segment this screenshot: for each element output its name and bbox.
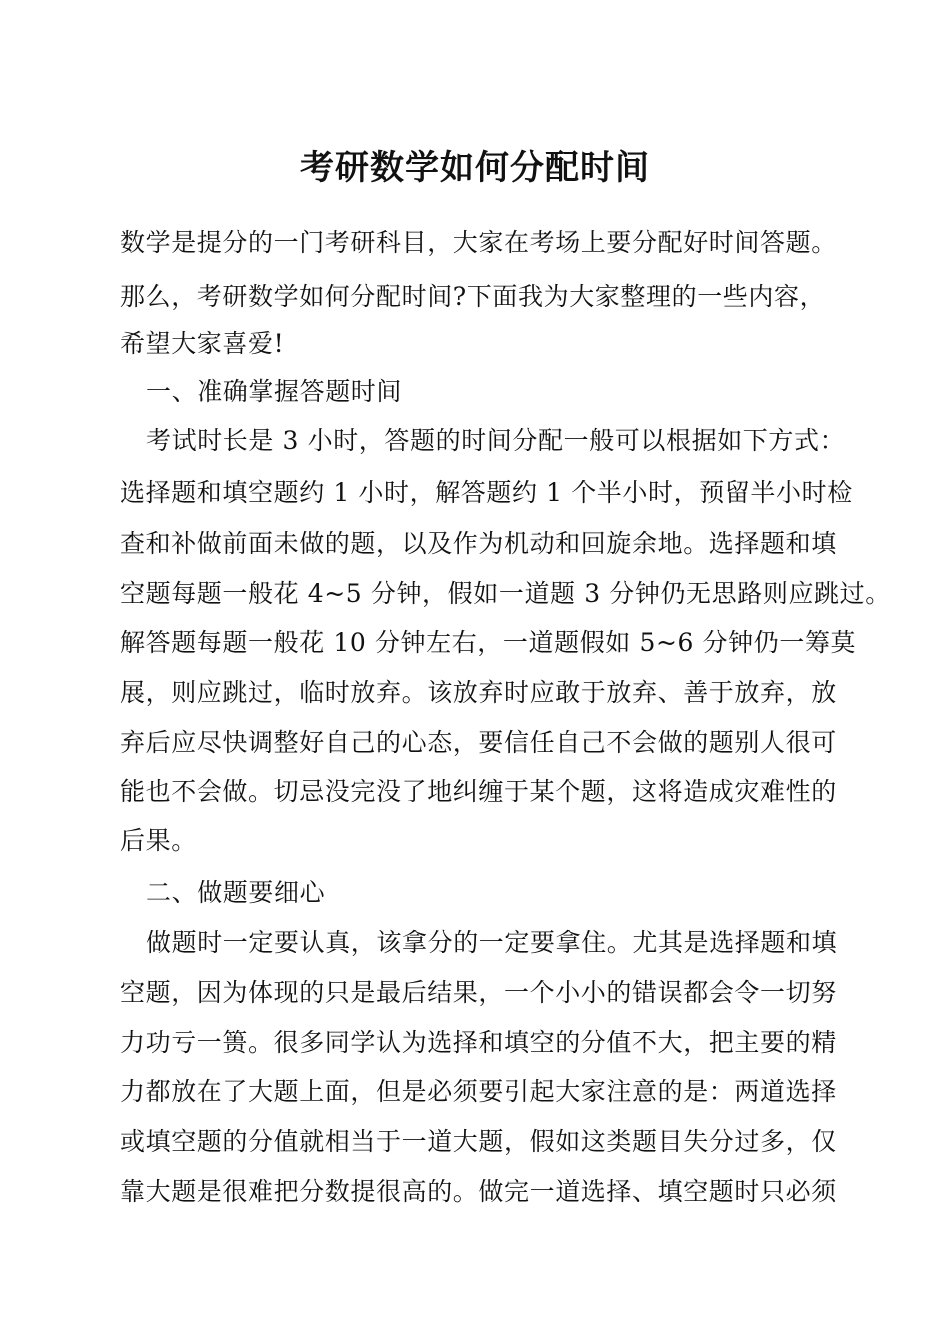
paragraph-line: 选择题和填空题约 1 小时，解答题约 1 个半小时，预留半小时检: [120, 478, 853, 507]
paragraph-line: 弃后应尽快调整好自己的心态，要信任自己不会做的题别人很可: [120, 728, 837, 757]
section-heading: 二、做题要细心: [146, 878, 326, 907]
paragraph-line: 力功亏一篑。很多同学认为选择和填空的分值不大，把主要的精: [120, 1028, 837, 1057]
paragraph-line: 力都放在了大题上面，但是必须要引起大家注意的是：两道选择: [120, 1077, 837, 1106]
paragraph-line: 数学是提分的一门考研科目，大家在考场上要分配好时间答题。: [120, 228, 837, 257]
section-heading: 一、准确掌握答题时间: [146, 377, 403, 406]
paragraph-line: 希望大家喜爱!: [120, 329, 285, 358]
paragraph-line: 或填空题的分值就相当于一道大题，假如这类题目失分过多，仅: [120, 1127, 837, 1156]
document-title: 考研数学如何分配时间: [300, 148, 650, 188]
paragraph-line: 空题，因为体现的只是最后结果，一个小小的错误都会令一切努: [120, 978, 837, 1007]
paragraph-line: 后果。: [120, 826, 197, 855]
paragraph-line: 查和补做前面未做的题，以及作为机动和回旋余地。选择题和填: [120, 529, 837, 558]
paragraph-line: 靠大题是很难把分数提很高的。做完一道选择、填空题时只必须: [120, 1177, 837, 1206]
paragraph-line: 做题时一定要认真，该拿分的一定要拿住。尤其是选择题和填: [146, 928, 838, 957]
paragraph-line: 展，则应跳过，临时放弃。该放弃时应敢于放弃、善于放弃，放: [120, 678, 837, 707]
paragraph-line: 考试时长是 3 小时，答题的时间分配一般可以根据如下方式：: [146, 426, 846, 455]
paragraph-line: 空题每题一般花 4~5 分钟，假如一道题 3 分钟仍无思路则应跳过。: [120, 579, 891, 608]
paragraph-line: 解答题每题一般花 10 分钟左右，一道题假如 5~6 分钟仍一筹莫: [120, 628, 857, 657]
paragraph-line: 能也不会做。切忌没完没了地纠缠于某个题，这将造成灾难性的: [120, 777, 837, 806]
paragraph-line: 那么，考研数学如何分配时间?下面我为大家整理的一些内容，: [120, 282, 826, 311]
